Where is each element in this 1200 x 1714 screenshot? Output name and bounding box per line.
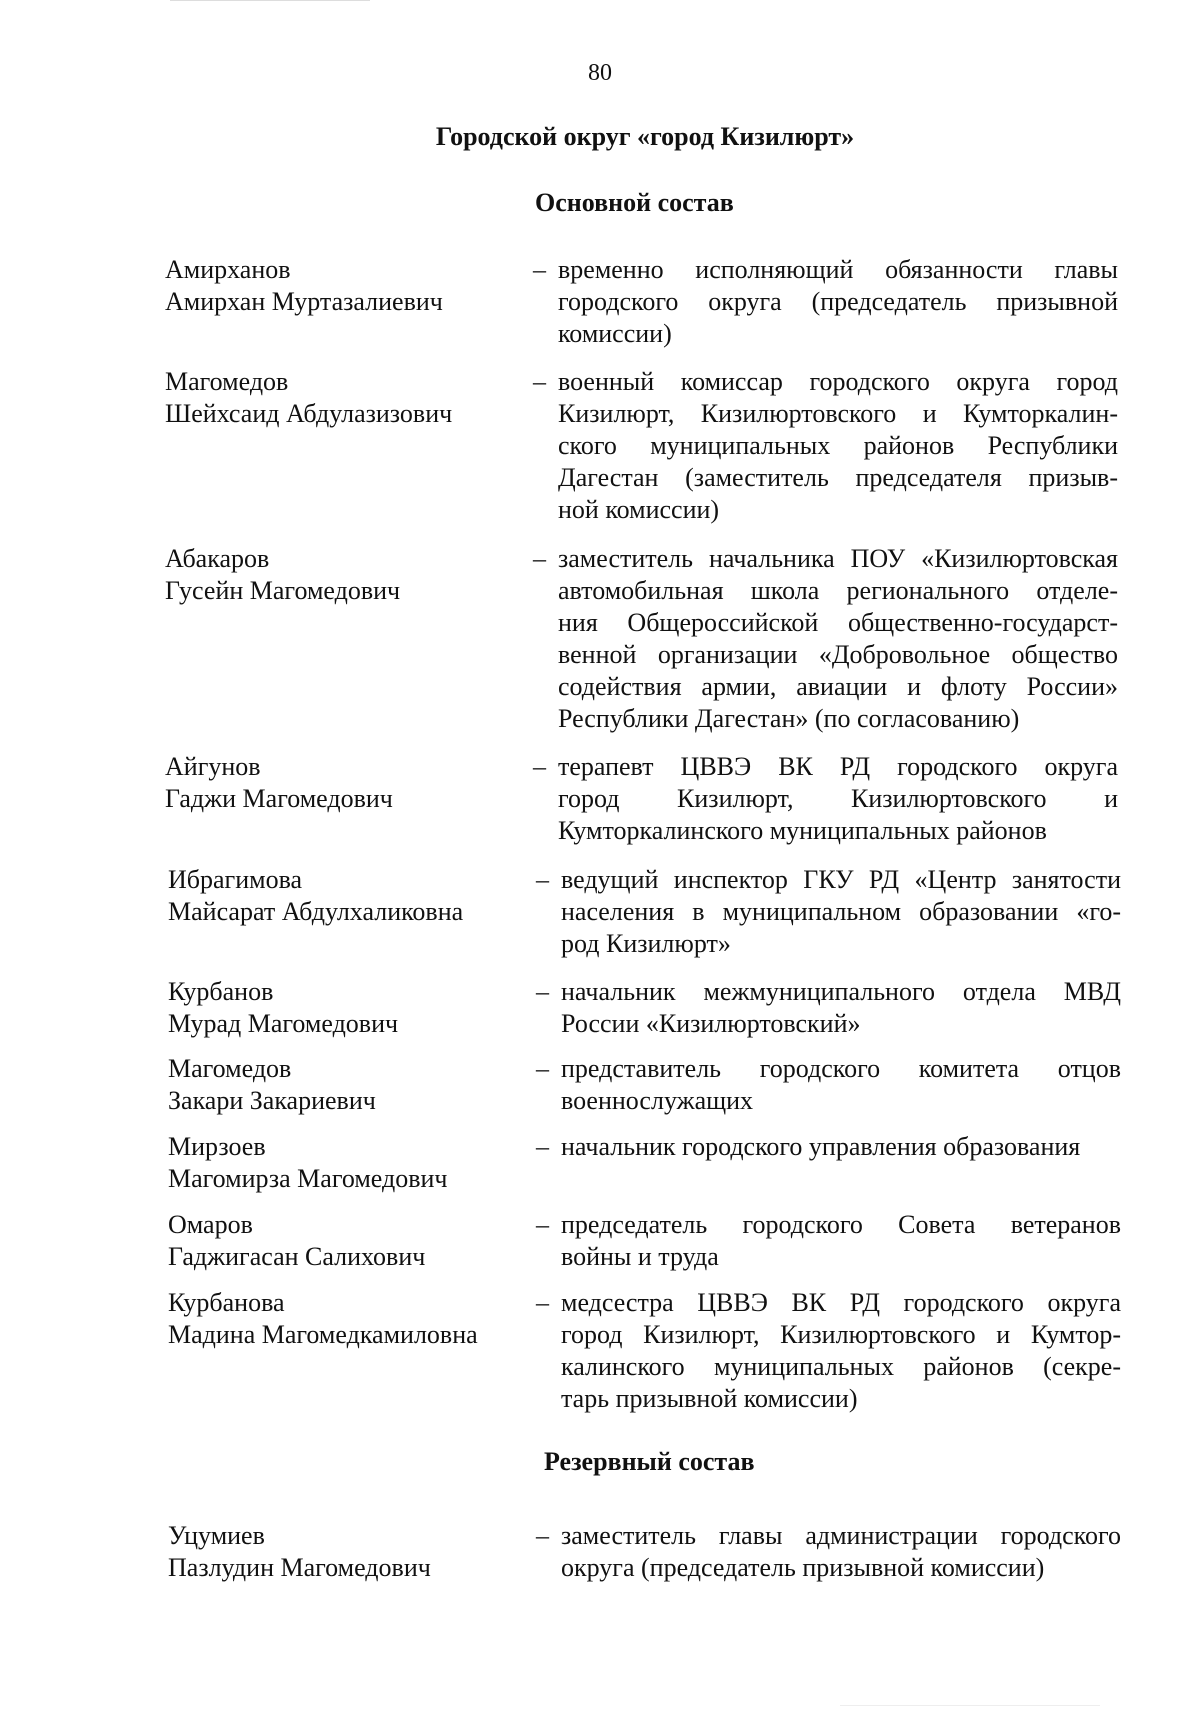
member-surname: Ибрагимова	[168, 865, 303, 894]
position-line: комиссии)	[558, 319, 672, 348]
member-name	[168, 976, 538, 1040]
member-surname: Курбанов	[168, 977, 274, 1006]
member-position	[561, 976, 1121, 1040]
position-line: Республики Дагестан» (по согласованию)	[558, 704, 1020, 733]
position-line: председатель городского Совета ветеранов	[561, 1210, 1121, 1239]
position-line: ной комиссии)	[558, 495, 720, 524]
member-position	[561, 1209, 1121, 1273]
member-name	[168, 864, 538, 928]
member-given-names: Магомирза Магомедович	[168, 1164, 448, 1193]
member-surname: Айгунов	[165, 752, 261, 781]
position-line: Дагестан (заместитель председателя призыв-	[558, 463, 1118, 492]
member-position	[561, 1520, 1121, 1584]
dash-separator: –	[533, 255, 546, 284]
member-given-names: Гаджигасан Салихович	[168, 1242, 426, 1271]
member-surname: Мирзоев	[168, 1132, 266, 1161]
position-line: временно исполняющий обязанности главы	[558, 255, 1118, 284]
member-name	[168, 1287, 538, 1351]
position-line: ского муниципальных районов Республики	[558, 431, 1118, 460]
member-name	[165, 543, 535, 607]
page-title: Городской округ «город Кизилюрт»	[435, 122, 855, 151]
position-line: терапевт ЦВВЭ ВК РД городского округа	[558, 752, 1118, 781]
dash-separator: –	[536, 1288, 549, 1317]
member-surname: Магомедов	[168, 1054, 292, 1083]
member-given-names: Закари Закариевич	[168, 1086, 376, 1115]
position-line: начальник городского управления образования	[561, 1132, 1081, 1161]
member-name	[168, 1131, 538, 1195]
member-name	[168, 1209, 538, 1273]
member-given-names: Майсарат Абдулхаликовна	[168, 897, 464, 926]
member-position	[561, 1131, 1121, 1163]
member-given-names: Мадина Магомедкамиловна	[168, 1320, 478, 1349]
member-name	[168, 1520, 538, 1584]
position-line: заместитель начальника ПОУ «Кизилюртовская	[558, 544, 1118, 573]
position-line: войны и труда	[561, 1242, 719, 1271]
member-name	[165, 254, 535, 318]
member-surname: Омаров	[168, 1210, 253, 1239]
position-line: автомобильная школа регионального отделе-	[558, 576, 1118, 605]
member-surname: Магомедов	[165, 367, 289, 396]
position-line: городского округа (председатель призывной	[558, 287, 1118, 316]
position-line: России «Кизилюртовский»	[561, 1009, 861, 1038]
member-surname: Уцумиев	[168, 1521, 265, 1550]
dash-separator: –	[533, 752, 546, 781]
dash-separator: –	[536, 865, 549, 894]
member-given-names: Амирхан Муртазалиевич	[165, 287, 443, 316]
position-line: заместитель главы администрации городского	[561, 1521, 1121, 1550]
scan-edge-line	[840, 1705, 1100, 1706]
position-line: ния Общероссийской общественно-государст-	[558, 608, 1118, 637]
member-position	[561, 1287, 1121, 1415]
position-line: населения в муниципальном образовании «го-	[561, 897, 1121, 926]
position-line: военный комиссар городского округа город	[558, 367, 1118, 396]
main-composition-heading: Основной состав	[535, 188, 734, 217]
position-line: ведущий инспектор ГКУ РД «Центр занятости	[561, 865, 1121, 894]
dash-separator: –	[536, 977, 549, 1006]
member-surname: Абакаров	[165, 544, 270, 573]
position-line: начальник межмуниципального отдела МВД	[561, 977, 1121, 1006]
member-given-names: Гаджи Магомедович	[165, 784, 393, 813]
member-given-names: Гусейн Магомедович	[165, 576, 401, 605]
position-line: медсестра ЦВВЭ ВК РД городского округа	[561, 1288, 1121, 1317]
dash-separator: –	[536, 1210, 549, 1239]
position-line: город Кизилюрт, Кизилюртовского и	[558, 784, 1118, 813]
member-position	[558, 254, 1118, 350]
member-given-names: Шейхсаид Абдулазизович	[165, 399, 453, 428]
position-line: округа (председатель призывной комиссии)	[561, 1553, 1045, 1582]
dash-separator: –	[536, 1132, 549, 1161]
reserve-composition-heading: Резервный состав	[544, 1447, 755, 1476]
dash-separator: –	[536, 1521, 549, 1550]
member-position	[558, 751, 1118, 847]
position-line: военнослужащих	[561, 1086, 754, 1115]
member-given-names: Мурад Магомедович	[168, 1009, 399, 1038]
dash-separator: –	[533, 367, 546, 396]
member-name	[165, 751, 535, 815]
position-line: род Кизилюрт»	[561, 929, 731, 958]
position-line: тарь призывной комиссии)	[561, 1384, 858, 1413]
position-line: Кизилюрт, Кизилюртовского и Кумторкалин-	[558, 399, 1118, 428]
position-line: представитель городского комитета отцов	[561, 1054, 1121, 1083]
dash-separator: –	[533, 544, 546, 573]
member-position	[561, 1053, 1121, 1117]
position-line: венной организации «Добровольное общество	[558, 640, 1118, 669]
member-position	[561, 864, 1121, 960]
member-position	[558, 366, 1118, 526]
page-number: 80	[588, 60, 612, 86]
member-name	[165, 366, 535, 430]
member-surname: Курбанова	[168, 1288, 285, 1317]
position-line: содействия армии, авиации и флоту России»	[558, 672, 1118, 701]
position-line: Кумторкалинского муниципальных районов	[558, 816, 1047, 845]
position-line: город Кизилюрт, Кизилюртовского и Кумтор-	[561, 1320, 1121, 1349]
position-line: калинского муниципальных районов (секре-	[561, 1352, 1121, 1381]
dash-separator: –	[536, 1054, 549, 1083]
member-surname: Амирханов	[165, 255, 291, 284]
member-position	[558, 543, 1118, 735]
scan-edge-line	[170, 0, 370, 1]
member-given-names: Пазлудин Магомедович	[168, 1553, 431, 1582]
member-name	[168, 1053, 538, 1117]
